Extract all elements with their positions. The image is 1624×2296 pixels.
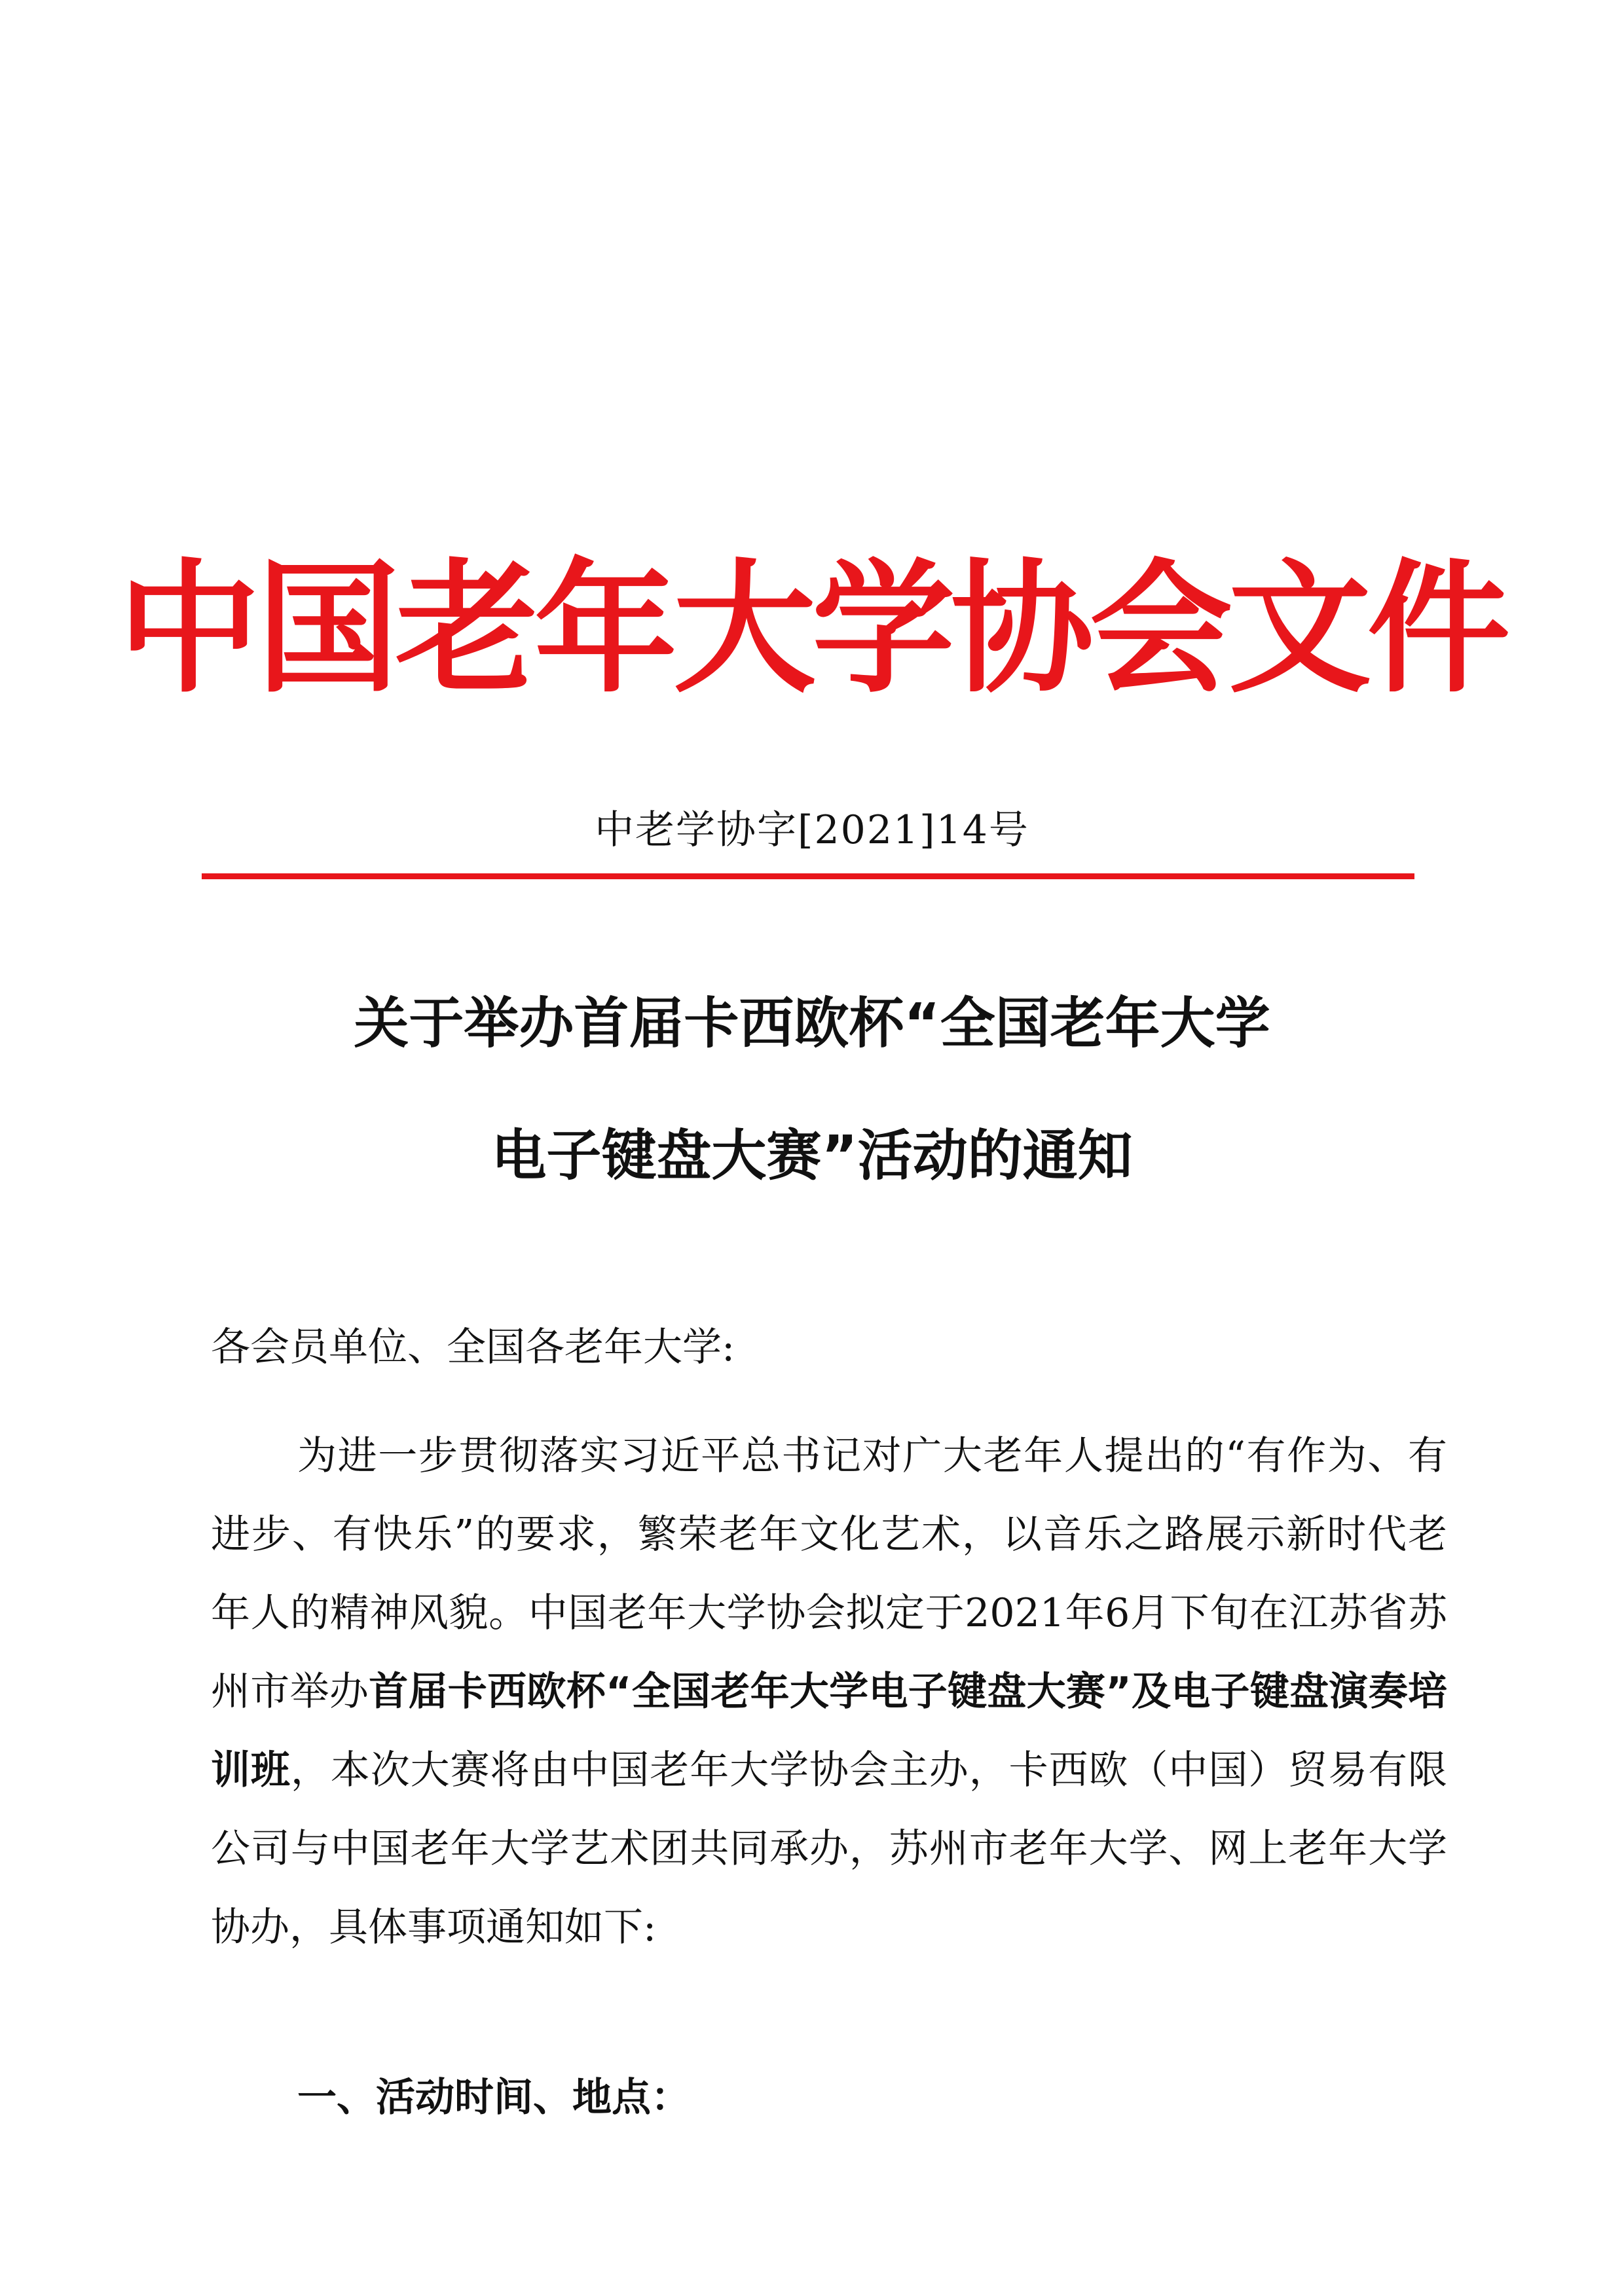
body-paragraph xyxy=(211,1417,1447,1967)
paragraph-text-part-3: ，本次大赛将由中国老年大学协会主办，卡西欧（中国）贸易有限公司与中国老年大学艺术团共同承办，苏州市老年大学、网上老年大学协办，具体事项通知如下: xyxy=(211,1747,1448,1950)
paragraph-text-part-1: 为进一步贯彻落实习近平总书记对广大老年人提出的“有作为、有进步、有快乐”的要求，繁荣老年文化艺术，以音乐之路展示新时代老年人的精神风貌。中国老年大学协会拟定于2021年6月下旬在江苏省苏州市举办 xyxy=(211,1433,1447,1715)
section-heading-time-location: 一、活动时间、地点： xyxy=(297,2075,690,2121)
salutation: 各会员单位、全国各老年大学: xyxy=(211,1324,735,1370)
paragraph-bold-event-name: 首届卡西欧杯“全国老年大学电子键盘大赛”及电子键盘演奏培训班 xyxy=(211,1669,1448,1793)
document-masthead: 中国老年大学协会文件 xyxy=(118,545,1506,712)
document-number: 中老学协字[2021]14号 xyxy=(595,807,1029,853)
red-separator-line xyxy=(202,873,1414,879)
document-title-line-1: 关于举办首届卡西欧杯“全国老年大学 xyxy=(354,991,1270,1055)
document-title-line-2: 电子键盘大赛”活动的通知 xyxy=(491,1123,1133,1188)
